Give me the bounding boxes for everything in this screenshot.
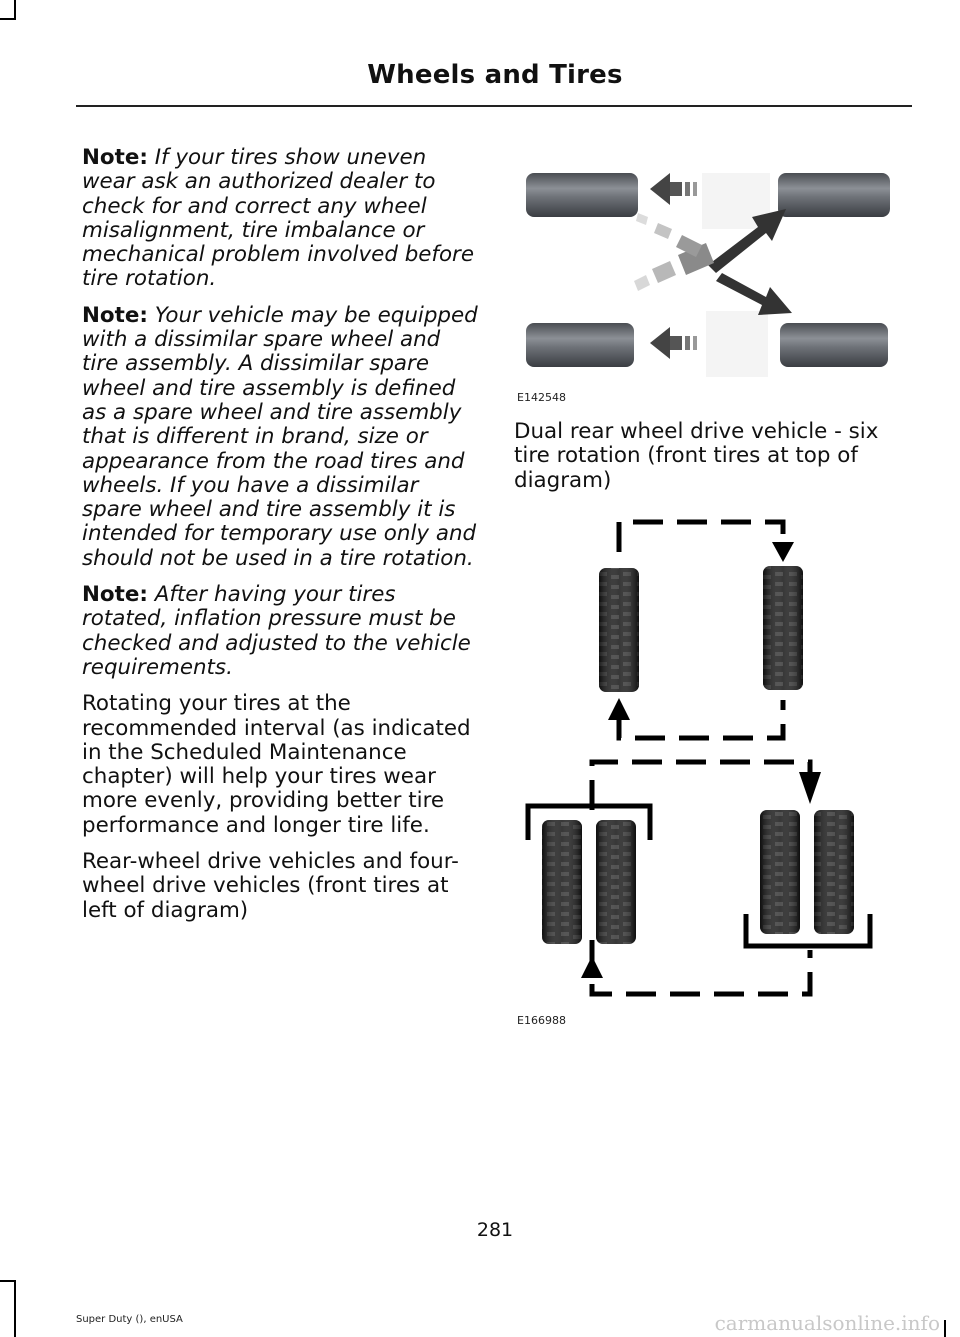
crop-mark-bottom-left-h [0, 1280, 16, 1282]
figure-code: E166988 [517, 1014, 566, 1027]
note-label: Note: [82, 582, 148, 608]
crop-mark-bottom-left [14, 1280, 16, 1337]
tire-front-left [526, 173, 638, 217]
tire-rear-right [780, 323, 888, 367]
arrow-down-icon [799, 772, 821, 804]
tire-rear-right-outer [814, 810, 854, 934]
header-divider [76, 105, 912, 107]
figure-code: E142548 [517, 391, 566, 404]
body-paragraph: Rear-wheel drive vehicles and four-wheel drive vehicles (front tires at left of diagram) [82, 849, 459, 923]
tire-rear-left-inner [596, 820, 636, 944]
crop-mark-top-left [14, 0, 16, 20]
crop-mark-bottom-right [944, 1320, 946, 1337]
note-text: After having your tires rotated, inflation pressure must be checked and adjusted to the vehicle requirements. [82, 582, 471, 680]
note-text: If your tires show uneven wear ask an authorized dealer to check for and correct any wheel misalignment, tire imbalance or mechanical problem involved before tire rotation. [82, 145, 475, 292]
arrow-down-icon [772, 542, 794, 562]
arrow-left-top-icon [650, 173, 697, 205]
note-text: Your vehicle may be equipped with a dissimilar spare wheel and tire assembly. A dissimilar spare wheel and tire assembly is defined as a spare wheel and tire assembly that is different in brand, size or appearance from the road tires and wheels. If you have a dissimilar spare wheel and tire assembly it is intended for temporary use only and should not be used in a tire rotation. [82, 302, 478, 571]
tire-rear-left [526, 323, 634, 367]
page-number: 281 [476, 1219, 514, 1241]
arrow-up-icon [581, 956, 603, 978]
watermark: carmanualsonline.info [714, 1311, 940, 1335]
note-3 [82, 583, 478, 680]
note-label: Note: [82, 145, 148, 170]
note-1 [82, 146, 478, 292]
crop-mark-top-left-h [0, 18, 16, 20]
body-paragraph: Rotating your tires at the recommended interval (as indicated in the Scheduled Maintenance chapter) will help your tires wear more evenly, providing better tire performance and longer tire life. [82, 691, 471, 838]
figure-caption: Dual rear wheel drive vehicle - six tire rotation (front tires at top of diagram) [514, 419, 879, 493]
left-column [82, 146, 478, 935]
footer-doc-info: Super Duty (), enUSA [76, 1314, 183, 1325]
six-tire-rotation-diagram [520, 510, 900, 1005]
arrow-left-bottom-icon [650, 327, 697, 359]
four-tire-rotation-diagram [510, 165, 910, 385]
tire-front-left [599, 568, 639, 692]
tire-front-right [763, 566, 803, 690]
arrow-up-icon [608, 698, 630, 720]
tire-rear-left-outer [542, 820, 582, 944]
note-label: Note: [82, 302, 148, 328]
page-title: Wheels and Tires [367, 60, 623, 90]
note-2 [82, 304, 478, 571]
tire-rear-right-inner [760, 810, 800, 934]
tire-front-right [778, 173, 890, 217]
